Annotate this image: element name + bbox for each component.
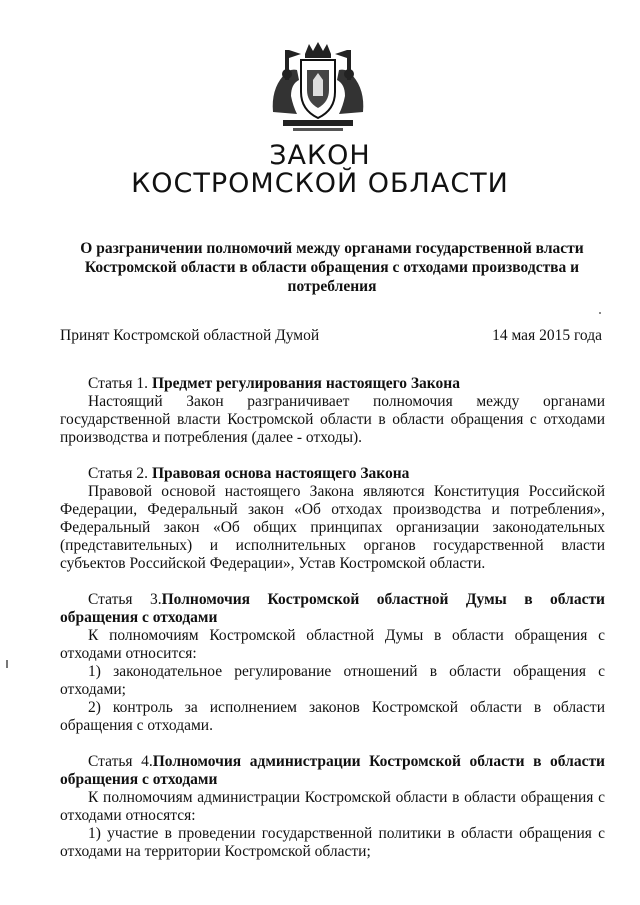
adopted-by: Принят Костромской областной Думой <box>60 327 320 344</box>
article-number: Статья 4. <box>88 753 153 770</box>
article-title: Полномочия Костромской областной Думы в области обращения с отходами <box>60 591 605 626</box>
article-title: Предмет регулирования настоящего Закона <box>151 375 460 392</box>
article-list-item: 1) законодательное регулирование отношений в области обращения с отходами; <box>60 663 605 698</box>
article-title: Полномочия администрации Костромской области в области обращения с отходами <box>60 753 605 788</box>
article-heading <box>60 375 605 393</box>
scan-speck <box>599 312 601 314</box>
law-body <box>60 375 605 879</box>
adoption-date: 14 мая 2015 года <box>492 327 602 344</box>
article-3 <box>60 591 605 735</box>
article-paragraph: К полномочиям Костромской областной Думы в области обращения с отходами относится: <box>60 627 605 662</box>
article-heading <box>60 753 605 789</box>
article-heading <box>60 591 605 627</box>
article-list-item: 2) контроль за исполнением законов Костромской области в области обращения с отходами. <box>60 699 605 734</box>
scan-mark <box>6 660 8 668</box>
article-heading <box>60 465 605 483</box>
article-1 <box>60 375 605 447</box>
article-title: Правовая основа настоящего Закона <box>151 465 410 482</box>
article-number: Статья 2. <box>88 465 152 482</box>
article-2 <box>60 465 605 573</box>
article-number: Статья 1. <box>88 375 152 392</box>
article-paragraph: К полномочиям администрации Костромской области в области обращения с отходами относятся: <box>60 789 605 824</box>
region-title: КОСТРОМСКОЙ ОБЛАСТИ <box>131 168 509 199</box>
coat-of-arms-icon <box>263 40 373 140</box>
article-number: Статья 3. <box>88 591 162 608</box>
adoption-line <box>60 327 602 345</box>
document-type-title: ЗАКОН <box>269 140 371 171</box>
article-paragraph: Правовой основой настоящего Закона являются Конституция Российской Федерации, Федеральный закон «Об отходах производства и потребления», Федеральный закон «Об общих принципах организации законодательных (представительных) и исполнительных органов государственной власти субъектов Российской Федерации», Устав Костромской области. <box>60 483 605 572</box>
article-list-item: 1) участие в проведении государственной политики в области обращения с отходами на территории Костромской области; <box>60 825 605 860</box>
law-subject-heading: О разграничении полномочий между органами государственной власти Костромской области в области обращения с отходами производства и потребления <box>80 240 584 295</box>
article-paragraph: Настоящий Закон разграничивает полномочия между органами государственной власти Костромской области в области обращения с отходами производства и потребления (далее - отходы). <box>60 393 605 446</box>
article-4 <box>60 753 605 861</box>
